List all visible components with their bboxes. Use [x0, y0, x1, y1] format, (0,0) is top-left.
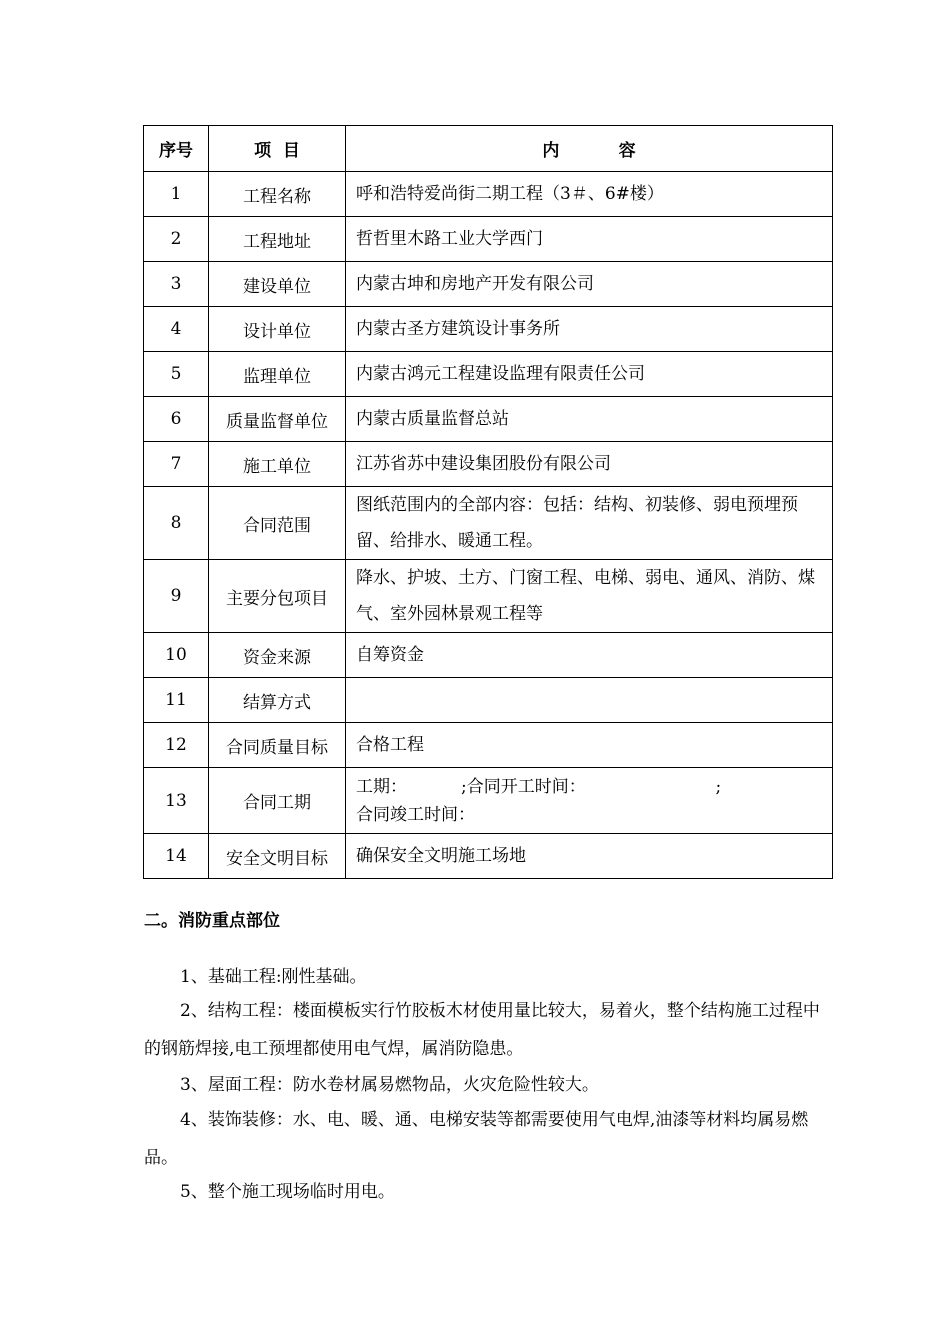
paragraph-2: 2、结构工程：楼面模板实行竹胶板木材使用量比较大，易着火，整个结构施工过程中的钢筋焊接,电工预埋都使用电气焊，属消防隐患。	[144, 1001, 820, 1059]
row-item: 合同范围	[209, 487, 346, 560]
row-number: 8	[144, 487, 209, 560]
row-content: 内蒙古坤和房地产开发有限公司	[346, 262, 833, 307]
row-number: 11	[144, 678, 209, 723]
table-row	[144, 352, 833, 397]
row-content: 确保安全文明施工场地	[346, 834, 833, 879]
row-number: 1	[144, 172, 209, 217]
row-number: 12	[144, 723, 209, 768]
row-number: 6	[144, 397, 209, 442]
row-number: 3	[144, 262, 209, 307]
row-number: 10	[144, 633, 209, 678]
paragraph-4: 4、装饰装修：水、电、暖、通、电梯安装等都需要使用气电焊,油漆等材料均属易燃品。	[144, 1110, 809, 1168]
row-content: 降水、护坡、土方、门窗工程、电梯、弱电、通风、消防、煤气、室外园林景观工程等	[346, 560, 833, 633]
table-row	[144, 834, 833, 879]
row-number: 13	[144, 768, 209, 834]
row-content: 哲哲里木路工业大学西门	[346, 217, 833, 262]
row-item: 安全文明目标	[209, 834, 346, 879]
table-row	[144, 397, 833, 442]
section-heading: 二。消防重点部位	[144, 911, 280, 931]
row-content: 自筹资金	[346, 633, 833, 678]
duration-line-1: 工期： ;合同开工时间： ;	[356, 776, 722, 797]
table-row	[144, 678, 833, 723]
header-index: 序号	[144, 126, 209, 172]
table-row	[144, 172, 833, 217]
row-item: 质量监督单位	[209, 397, 346, 442]
project-info-table	[143, 125, 833, 879]
row-item: 设计单位	[209, 307, 346, 352]
row-content: 江苏省苏中建设集团股份有限公司	[346, 442, 833, 487]
row-content: 合格工程	[346, 723, 833, 768]
row-item: 工程名称	[209, 172, 346, 217]
table-row	[144, 633, 833, 678]
row-number: 14	[144, 834, 209, 879]
row-item: 建设单位	[209, 262, 346, 307]
row-content	[346, 678, 833, 723]
table-row	[144, 723, 833, 768]
row-item: 合同工期	[209, 768, 346, 834]
paragraph-5: 5、整个施工现场临时用电。	[180, 1182, 395, 1202]
duration-line-2: 合同竣工时间：	[356, 804, 475, 825]
row-number: 5	[144, 352, 209, 397]
table-row	[144, 487, 833, 560]
table-row	[144, 307, 833, 352]
paragraph-1: 1、基础工程:刚性基础。	[180, 967, 367, 987]
row-item: 施工单位	[209, 442, 346, 487]
row-number: 4	[144, 307, 209, 352]
row-content	[346, 768, 833, 834]
row-item: 主要分包项目	[209, 560, 346, 633]
header-content: 内 容	[346, 126, 833, 172]
table-row	[144, 262, 833, 307]
row-item: 结算方式	[209, 678, 346, 723]
row-item: 资金来源	[209, 633, 346, 678]
paragraph-3: 3、屋面工程：防水卷材属易燃物品，火灾危险性较大。	[180, 1075, 599, 1095]
row-number: 2	[144, 217, 209, 262]
row-number: 9	[144, 560, 209, 633]
table-row	[144, 217, 833, 262]
table-row	[144, 560, 833, 633]
table-row	[144, 442, 833, 487]
table-row	[144, 768, 833, 834]
row-item: 合同质量目标	[209, 723, 346, 768]
row-content: 内蒙古鸿元工程建设监理有限责任公司	[346, 352, 833, 397]
row-content: 图纸范围内的全部内容：包括：结构、初装修、弱电预埋预留、给排水、暖通工程。	[346, 487, 833, 560]
row-content: 内蒙古圣方建筑设计事务所	[346, 307, 833, 352]
header-item: 项 目	[209, 126, 346, 172]
row-content: 内蒙古质量监督总站	[346, 397, 833, 442]
row-number: 7	[144, 442, 209, 487]
row-content: 呼和浩特爱尚街二期工程（3＃、6#楼）	[346, 172, 833, 217]
table-header-row	[144, 126, 833, 172]
row-item: 监理单位	[209, 352, 346, 397]
row-item: 工程地址	[209, 217, 346, 262]
